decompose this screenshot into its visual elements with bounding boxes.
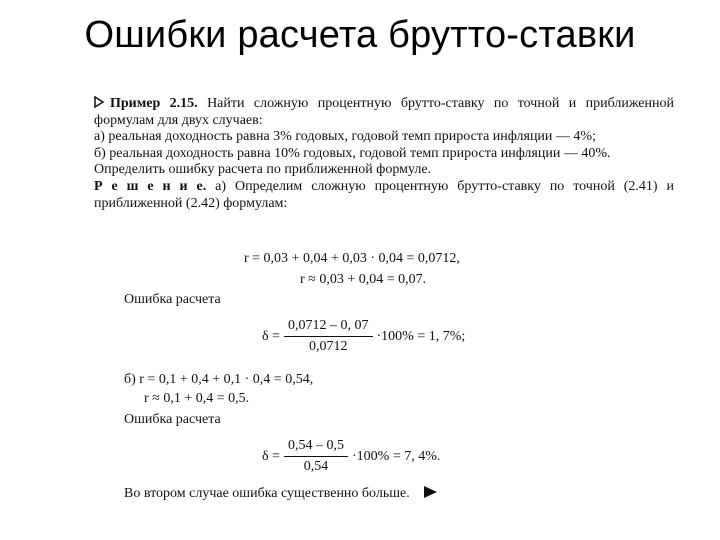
formula-a-exact: r = 0,03 + 0,04 + 0,03 · 0,04 = 0,0712, xyxy=(244,251,460,266)
fraction-b xyxy=(284,438,348,475)
solution-text: а) Определим сложную процентную брутто-ставку по точной (2.41) и приближенной (2.42) формулам: xyxy=(94,178,675,211)
solution-label: Р е ш е н и е. xyxy=(94,178,207,194)
example-start-icon xyxy=(94,96,104,108)
end-of-example-icon xyxy=(424,486,437,498)
case-a: а) реальная доходность равна 3% годовых, годовой темп прироста инфляции — 4%; xyxy=(94,129,596,145)
delta-a: δ = xyxy=(262,328,280,344)
delta-formula-a xyxy=(262,318,465,355)
delta-formula-b xyxy=(262,438,440,475)
error-label-b: Ошибка расчета xyxy=(124,412,221,427)
numerator-b: 0,54 – 0,5 xyxy=(288,438,344,453)
example-label: Пример 2.15. xyxy=(110,96,198,111)
slide-title: Ошибки расчета брутто-ставки xyxy=(84,14,636,56)
result-b: ·100% = 7, 4%. xyxy=(352,448,441,464)
delta-b: δ = xyxy=(262,448,280,464)
solution-paragraph xyxy=(94,179,674,212)
formula-b-exact: б) r = 0,1 + 0,4 + 0,1 · 0,4 = 0,54, xyxy=(124,372,314,387)
conclusion-line xyxy=(124,486,437,502)
numerator-a: 0,0712 – 0, 07 xyxy=(288,318,369,333)
case-b: б) реальная доходность равна 10% годовых, годовой темп прироста инфляции — 40%. xyxy=(94,145,611,161)
determine-text: Определить ошибку расчета по приближенной формуле. xyxy=(94,162,432,178)
error-label-a: Ошибка расчета xyxy=(124,292,221,307)
denominator-b: 0,54 xyxy=(303,459,329,474)
example-task: Найти сложную процентную брутто-ставку по точной и приближенной формулам для двух случаев: xyxy=(94,96,675,128)
example-text xyxy=(94,96,674,212)
formula-a-approx: r ≈ 0,03 + 0,04 = 0,07. xyxy=(300,272,427,287)
example-paragraph xyxy=(94,96,674,129)
result-a: ·100% = 1, 7%; xyxy=(376,328,466,344)
conclusion-text: Во втором случае ошибка существенно больше. xyxy=(124,486,410,501)
denominator-a: 0,0712 xyxy=(309,339,348,354)
formula-b-approx: r ≈ 0,1 + 0,4 = 0,5. xyxy=(144,391,250,406)
fraction-a xyxy=(284,318,373,355)
